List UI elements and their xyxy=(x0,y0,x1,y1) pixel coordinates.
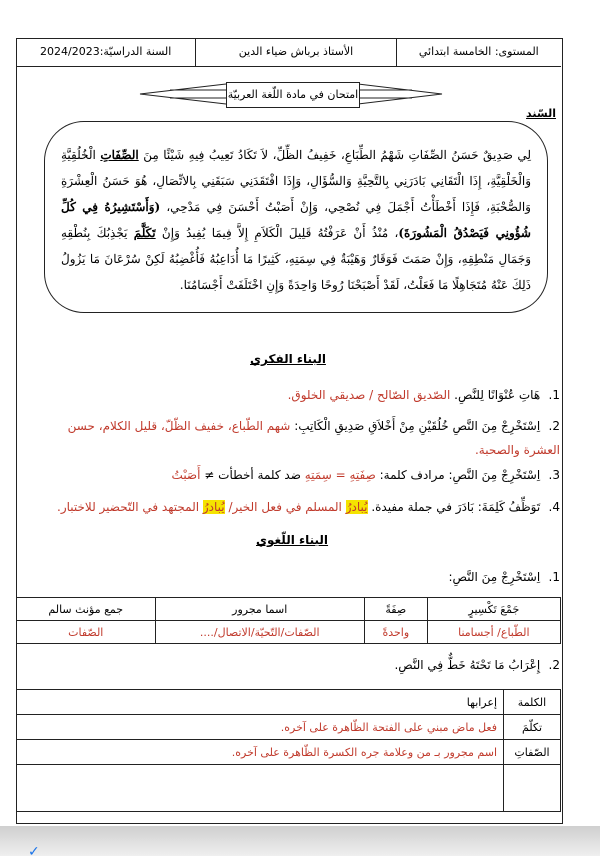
teacher-cell: الأستاذ برباش ضياء الدين xyxy=(195,38,395,66)
col-header: إعرابها xyxy=(17,690,504,715)
table-cell-empty xyxy=(504,765,561,812)
passage-bold-sentence: (وَأَسْتَشِيرُهُ فِي كُلِّ شُؤُونِي فَيَصْدُقُ الْمَشُورَةَ) xyxy=(61,200,531,240)
question-4: 4. تَوَظِّفُ كَلِمَةَ: بَادَرَ في جملة مفيدة. يُبادرُ المسلم في فعل الخير/ يُبادرُ المجتهد في التّحضير للاختبار. xyxy=(57,500,560,514)
section2-title: البناء اللّغوي xyxy=(256,533,329,547)
passage-part-4: يَجْذِبُكَ بِنُطْقِهِ وَجَمَالِ مَنْطِقِهِ، وَإِنْ صَمَتَ فَوَقَارٌ وَهَيْبَةٌ فِي سِمَتِهِ، كَثِيرًا مَا أُدَاعِبُهُ فَأُغْضِبُهُ لَكِنْ سُرْعَانَ مَا يَزُولُ ذَلِكَ عَنْهُ مُتَجَاهِلًا مَا فَعَلْتُ، لَقَدْ أَصْبَحْنَا رُوحًا وَاحِدَةً وَإِنِ اخْتَلَفَتْ أَجْسَامُنَا. xyxy=(61,226,531,292)
passage-underlined-2: تَكَلَّمَ xyxy=(133,226,156,240)
table-cell: الصّفات xyxy=(17,621,156,644)
question-3: 3. اِسْتَخْرِجْ مِنَ النَّصِ: مرادف كلمة: صِفَتِهِ = سِمَتِهِ ضد كلمة أخطأت ≠ أَصَبْتُ xyxy=(171,468,560,482)
passage-part-1: لِي صَدِيقٌ حَسَنُ الصِّفَاتِ شَهْمُ الطِّبَاعِ، خَفِيفُ الظِّلِّ، لاَ تَكَادُ تَعِيبُ فِيهِ شَيْئًا مِنَ xyxy=(143,148,531,162)
year-cell: السنة الدراسيّة:2024/2023 xyxy=(40,45,172,58)
question-2: 2. اِسْتَخْرِجْ مِنَ النَّصِ خُلُقَيْنِ مِنْ أَخْلاَقِ صَدِيقِ الْكَاتِبِ: شهم الطّباع، خفيف الظّلّ، قليل الكلام، حسن العشرة والصحبة. xyxy=(67,419,560,457)
section1-title: البناء الفكري xyxy=(250,352,326,366)
answer-1: الصّديق الصّالح / صديقي الخلوق. xyxy=(287,388,451,402)
question-1: 1. هَاتِ عُنْوَانًا لِلنَّصِ. الصّديق الصّالح / صديقي الخلوق. xyxy=(287,388,560,402)
passage-box xyxy=(44,121,548,313)
text-section-label: السّند xyxy=(526,107,556,120)
table-cell: الصّفات/التّحيّة/الاتصال/.... xyxy=(155,621,364,644)
col-header: صِفَةً xyxy=(364,598,427,621)
col-header: جَمْعَ تَكْسِيرٍ xyxy=(427,598,560,621)
col-header: جمع مؤنث سالم xyxy=(17,598,156,621)
passage-part-2: الْخُلُقِيَّةِ وَالْخَلْقِيَّةِ، إِذَا الْتَقَانِي بَادَرَنِي بِالتَّحِيَّةِ وَالسُّؤَالِ، وَإِذَا افْتَقَدَنِي سَبَقَنِي بِالاتِّصَالِ، هُوَ حَسَنُ الْعِشْرَةِ وَالصُّحْبَةِ، فَإِذَا أَخْطَأْتُ أَجْمَلَ فِي نُصْحِي، وَإِنْ أَصَبْتُ أَحْسَنَ فِي مَدْحِي، xyxy=(61,148,531,214)
passage-part-3: ، مُنْذُ أَنْ عَرَفْتُهُ قَلِيلَ الْكَلاَمِ إِلاَّ فِيمَا يُفِيدُ وَإِنْ xyxy=(161,226,399,240)
col-header: اسما مجرور xyxy=(155,598,364,621)
lang-question-2: 2. إِعْرَابُ مَا تَحْتَهُ خَطٌّ فِي النَّصِ. xyxy=(394,658,560,672)
answer-3a: صِفَتِهِ = سِمَتِهِ xyxy=(304,468,376,482)
passage-underlined-1: الصِّفَاتِ xyxy=(100,148,139,162)
bottom-shadow xyxy=(0,826,600,856)
table-cell: الصّفاتِ xyxy=(504,740,561,765)
table-cell: الطّباع/ أجسامنا xyxy=(427,621,560,644)
header-bar xyxy=(16,38,561,67)
exam-title-banner xyxy=(130,76,448,112)
level-cell: المستوى: الخامسة ابتدائي xyxy=(396,38,561,66)
table-cell: فعل ماض مبني على الفتحة الظّاهرة على آخره. xyxy=(17,715,504,740)
extraction-table xyxy=(16,597,561,644)
exam-title: امتحان في مادة اللّغة العربيّة xyxy=(226,82,360,108)
table-cell: واحدةً xyxy=(364,621,427,644)
table-cell: تكلّمَ xyxy=(504,715,561,740)
table-cell: اسم مجرور بـ من وعلامة جره الكسرة الظّاهرة على آخره. xyxy=(17,740,504,765)
col-header: الكلمة xyxy=(504,690,561,715)
lang-question-1: 1. اِسْتَخْرِجْ مِنَ النَّصِ: xyxy=(448,570,560,584)
answer-3b: أَصَبْتُ xyxy=(171,468,201,482)
table-cell-empty xyxy=(17,765,504,812)
answer-2: شهم الطّباع، خفيف الظّلّ، قليل الكلام، حسن العشرة والصحبة. xyxy=(67,419,560,457)
check-icon[interactable]: ✓ xyxy=(28,844,40,860)
parsing-table xyxy=(16,689,561,812)
